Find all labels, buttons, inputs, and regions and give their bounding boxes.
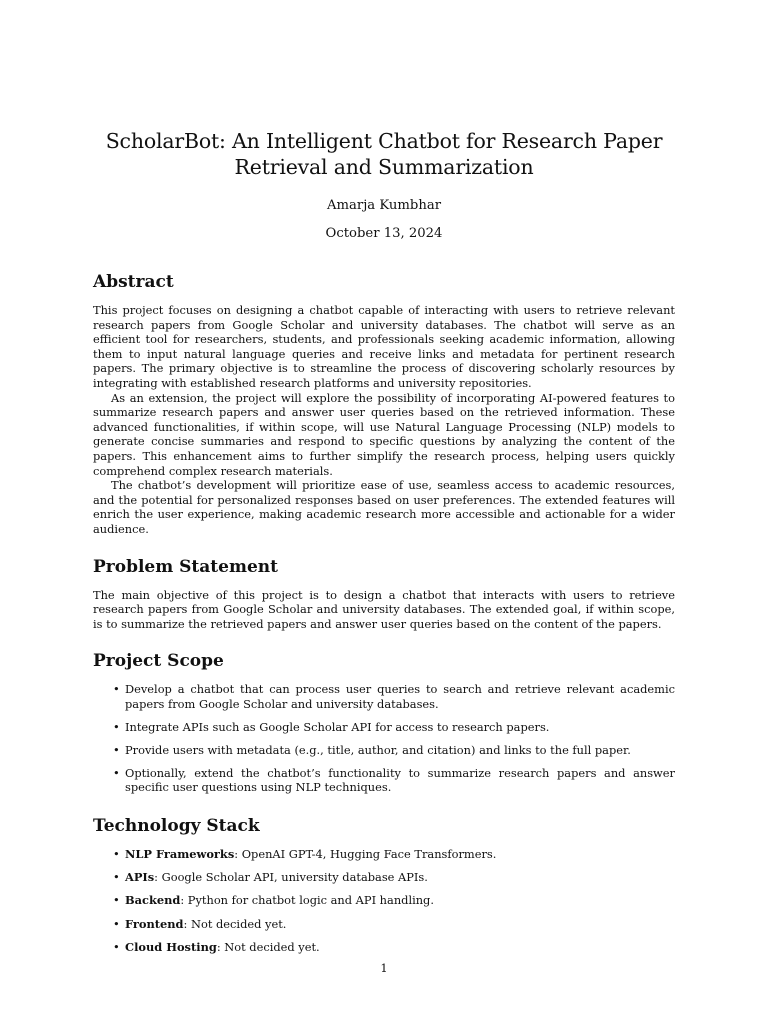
problem-statement-text: The main objective of this project is to design a chatbot that interacts with users to retrieve research papers from Google Scholar and university databases. The extended goal, if within scope, is to summarize the retrieved papers and answer user queries based on the content of the papers. (93, 587, 675, 631)
paper-title: ScholarBot: An Intelligent Chatbot for Research Paper Retrieval and Summarization (105, 129, 663, 179)
bullet-icon: • (113, 847, 120, 862)
technology-stack-heading: Technology Stack (93, 816, 260, 837)
page-number: 1 (380, 961, 388, 975)
scope-item-text: Develop a chatbot that can process user queries to search and retrieve relevant academic papers from Google Scholar and university databases. (125, 682, 675, 711)
scope-list (93, 682, 675, 795)
tech-item-label: Backend (125, 893, 181, 908)
abstract-paragraph: The chatbot’s development will prioritize ease of use, seamless access to academic resources, and the potential for personalized responses based on user preferences. The extended features will enrich the user experience, making academic research more accessible and actionable for a wider audience. (93, 478, 675, 536)
author-name: Amarja Kumbhar (327, 198, 441, 213)
bullet-icon: • (113, 916, 120, 931)
abstract-section (93, 272, 675, 537)
bullet-icon: • (113, 682, 120, 697)
list-item (93, 847, 675, 862)
list-item (93, 682, 675, 711)
abstract-paragraph: This project focuses on designing a chatbot capable of interacting with users to retrieve relevant research papers from Google Scholar and university databases. The chatbot will serve as an efficient tool for researchers, students, and professionals seeking academic information, allowing them to input natural language queries and receive links and metadata for pertinent research papers. The primary objective is to streamline the process of discovering scholarly resources by integrating with established research platforms and university repositories. (93, 303, 675, 390)
list-item (93, 766, 675, 795)
list-item (93, 893, 675, 908)
bullet-icon: • (113, 893, 120, 908)
scope-item-text: Provide users with metadata (e.g., title, author, and citation) and links to the full paper. (125, 742, 631, 757)
list-item (93, 743, 675, 758)
tech-item-value: : OpenAI GPT-4, Hugging Face Transformers. (234, 847, 497, 862)
tech-item-value: : Not decided yet. (216, 939, 320, 954)
bullet-icon: • (113, 742, 120, 757)
tech-item-value: : Not decided yet. (183, 916, 287, 931)
tech-item-label: APIs (125, 870, 155, 885)
tech-list (93, 847, 675, 954)
bullet-icon: • (113, 719, 120, 734)
abstract-paragraph: As an extension, the project will explore the possibility of incorporating AI-powered features to summarize research papers and answer user queries based on the retrieved information. These advanced functionalities, if within scope, will use Natural Language Processing (NLP) models to generate concise summaries and respond to specific questions by analyzing the content of the papers. This enhancement aims to further simplify the research process, helping users quickly comprehend complex research materials. (93, 390, 675, 478)
project-scope-heading: Project Scope (93, 651, 224, 672)
tech-item-label: Cloud Hosting (125, 939, 217, 954)
paper-date: October 13, 2024 (325, 226, 443, 241)
abstract-heading: Abstract (93, 272, 174, 292)
paper-page (93, 128, 675, 963)
scope-item-text: Integrate APIs such as Google Scholar API for access to research papers. (125, 719, 550, 734)
list-item (93, 720, 675, 735)
project-scope-section (93, 651, 675, 795)
technology-stack-section (93, 816, 675, 954)
bullet-icon: • (113, 870, 120, 885)
bullet-icon: • (113, 939, 120, 954)
tech-item-label: Frontend (125, 916, 184, 931)
scope-item-text: Optionally, extend the chatbot’s functionality to summarize research papers and answer specific user questions using NLP techniques. (125, 765, 675, 795)
tech-item-value: : Google Scholar API, university database APIs. (154, 870, 428, 885)
list-item (93, 917, 675, 932)
list-item (93, 940, 675, 955)
bullet-icon: • (113, 765, 120, 780)
list-item (93, 870, 675, 885)
problem-statement-heading: Problem Statement (93, 556, 278, 577)
problem-statement-section (93, 557, 675, 632)
tech-item-label: NLP Frameworks (125, 847, 235, 862)
tech-item-value: : Python for chatbot logic and API handling. (180, 893, 434, 908)
